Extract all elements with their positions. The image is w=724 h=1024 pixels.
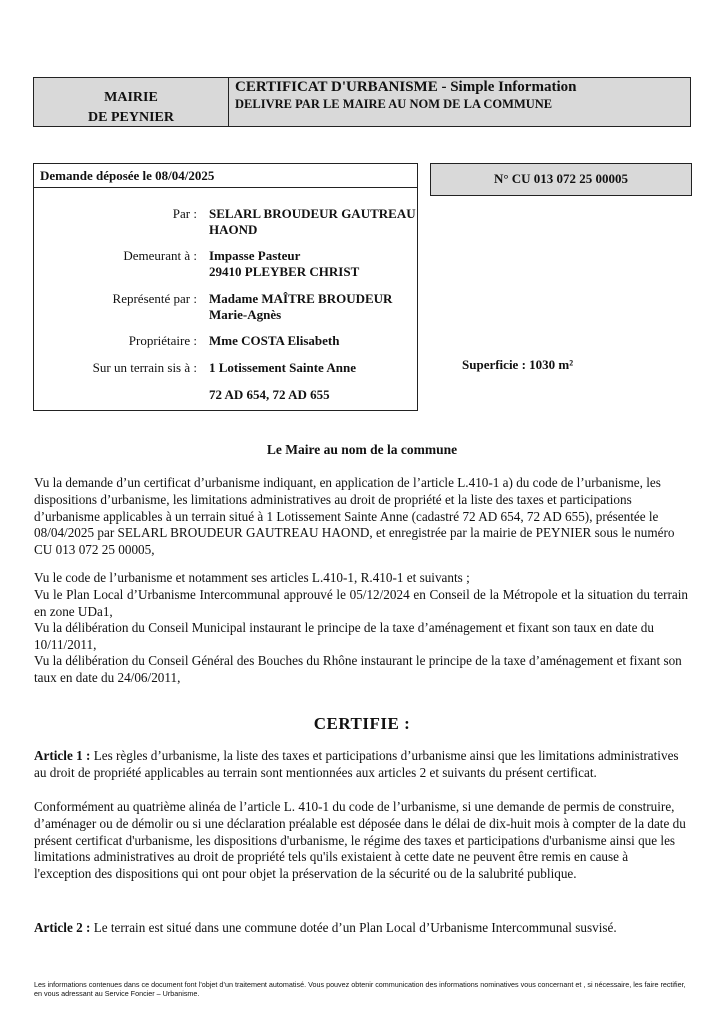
- article-1: [34, 748, 688, 782]
- applicant-value: [209, 206, 416, 238]
- certificate-number: N° CU 013 072 25 00005: [430, 163, 692, 196]
- vu-paragraph-2: Vu le code de l’urbanisme et notamment ses articles L.410-1, R.410-1 et suivants ;: [34, 570, 470, 585]
- address-value: [209, 248, 359, 280]
- cadastre-value: 72 AD 654, 72 AD 655: [209, 387, 330, 402]
- mayor-heading: Le Maire au nom de la commune: [266, 442, 458, 457]
- owner-label: Propriétaire :: [128, 333, 197, 348]
- footer-notice: Les informations contenues dans ce document font l’objet d’un traitement automatisé. Vous pouvez obtenir communication des informations nominatives vous concernant et , si nécessaire, les faire rectifier, en vous adressant au Service Foncier – Urbanisme.: [34, 980, 686, 998]
- article-1-label: Article 1 :: [34, 748, 91, 763]
- representative-line-1: Madame MAÎTRE BROUDEUR: [209, 291, 393, 306]
- vu-paragraph-3: Vu le Plan Local d’Urbanisme Intercommunal approuvé le 05/12/2024 en Conseil de la Métropole et la situation du terrain en zone UDa1,: [34, 587, 688, 619]
- land-label: Sur un terrain sis à :: [92, 360, 197, 375]
- mairie-box: [33, 77, 229, 127]
- vu-paragraph-5: Vu la délibération du Conseil Général des Bouches du Rhône instaurant le principe de la taxe d’aménagement et fixant son taux en date du 24/06/2011,: [34, 653, 682, 685]
- surface-area: Superficie : 1030 m²: [462, 357, 574, 372]
- article-1-text: Les règles d’urbanisme, la liste des taxes et participations d’urbanisme ainsi que les limitations administratives au droit de propriété applicables au terrain sont mentionnées aux articles 2 et suivants du présent certificat.: [34, 748, 679, 780]
- certificate-subtitle: DELIVRE PAR LE MAIRE AU NOM DE LA COMMUNE: [235, 97, 553, 111]
- request-box: [33, 163, 418, 411]
- article-2-label: Article 2 :: [34, 920, 91, 935]
- certifie-heading: CERTIFIE :: [313, 714, 411, 733]
- article-2-text: Le terrain est situé dans une commune dotée d’un Plan Local d’Urbanisme Intercommunal susvisé.: [90, 920, 617, 935]
- article-2: [34, 920, 688, 937]
- representative-label: Représenté par :: [112, 291, 197, 306]
- mairie-line-1: MAIRIE: [104, 90, 158, 105]
- owner-value: Mme COSTA Elisabeth: [209, 333, 340, 348]
- applicant-line-2: HAOND: [209, 222, 258, 237]
- certificate-title: CERTIFICAT D'URBANISME - Simple Information: [235, 79, 577, 95]
- address-line-2: 29410 PLEYBER CHRIST: [209, 264, 360, 279]
- vu-paragraph-1: Vu la demande d’un certificat d’urbanisme indiquant, en application de l’article L.410-1 a) du code de l’urbanisme, les dispositions d’urbanisme, les limitations administratives au droit de propriété et la liste des taxes et participations d’urbanisme applicables à un terrain situé à 1 Lotissement Sainte Anne (cadastré 72 AD 654, 72 AD 655), présentée le 08/04/2025 par SELARL BROUDEUR GAUTREAU HAOND, et enregistrée par la mairie de PEYNIER sous le numéro CU 013 072 25 00005,: [34, 475, 675, 558]
- land-value: 1 Lotissement Sainte Anne: [209, 360, 356, 375]
- certificate-title-box: [228, 77, 691, 127]
- representative-line-2: Marie-Agnès: [209, 307, 282, 322]
- applicant-line-1: SELARL BROUDEUR GAUTREAU: [209, 206, 416, 221]
- deposit-date: Demande déposée le 08/04/2025: [34, 164, 417, 188]
- address-line-1: Impasse Pasteur: [209, 248, 301, 263]
- mairie-line-2: DE PEYNIER: [88, 110, 174, 125]
- article-1-paragraph-2: Conformément au quatrième alinéa de l’article L. 410-1 du code de l’urbanisme, si une demande de permis de construire, d’aménager ou de démolir ou si une déclaration préalable est déposée dans le délai de dix-huit mois à compter de la date du présent certificat d'urbanisme, les dispositions d'urbanisme, le régime des taxes et participations d'urbanisme ainsi que les limitations administratives au droit de propriété tels qu'ils existaient à cette date ne peuvent être remis en cause à l'exception des dispositions qui ont pour objet la préservation de la sécurité ou de la salubrité publique.: [34, 799, 686, 882]
- applicant-label: Par :: [172, 206, 197, 221]
- representative-value: [209, 291, 392, 323]
- address-label: Demeurant à :: [123, 248, 197, 263]
- vu-paragraph-4: Vu la délibération du Conseil Municipal instaurant le principe de la taxe d’aménagement et fixant son taux en date du 10/11/2011,: [34, 620, 654, 652]
